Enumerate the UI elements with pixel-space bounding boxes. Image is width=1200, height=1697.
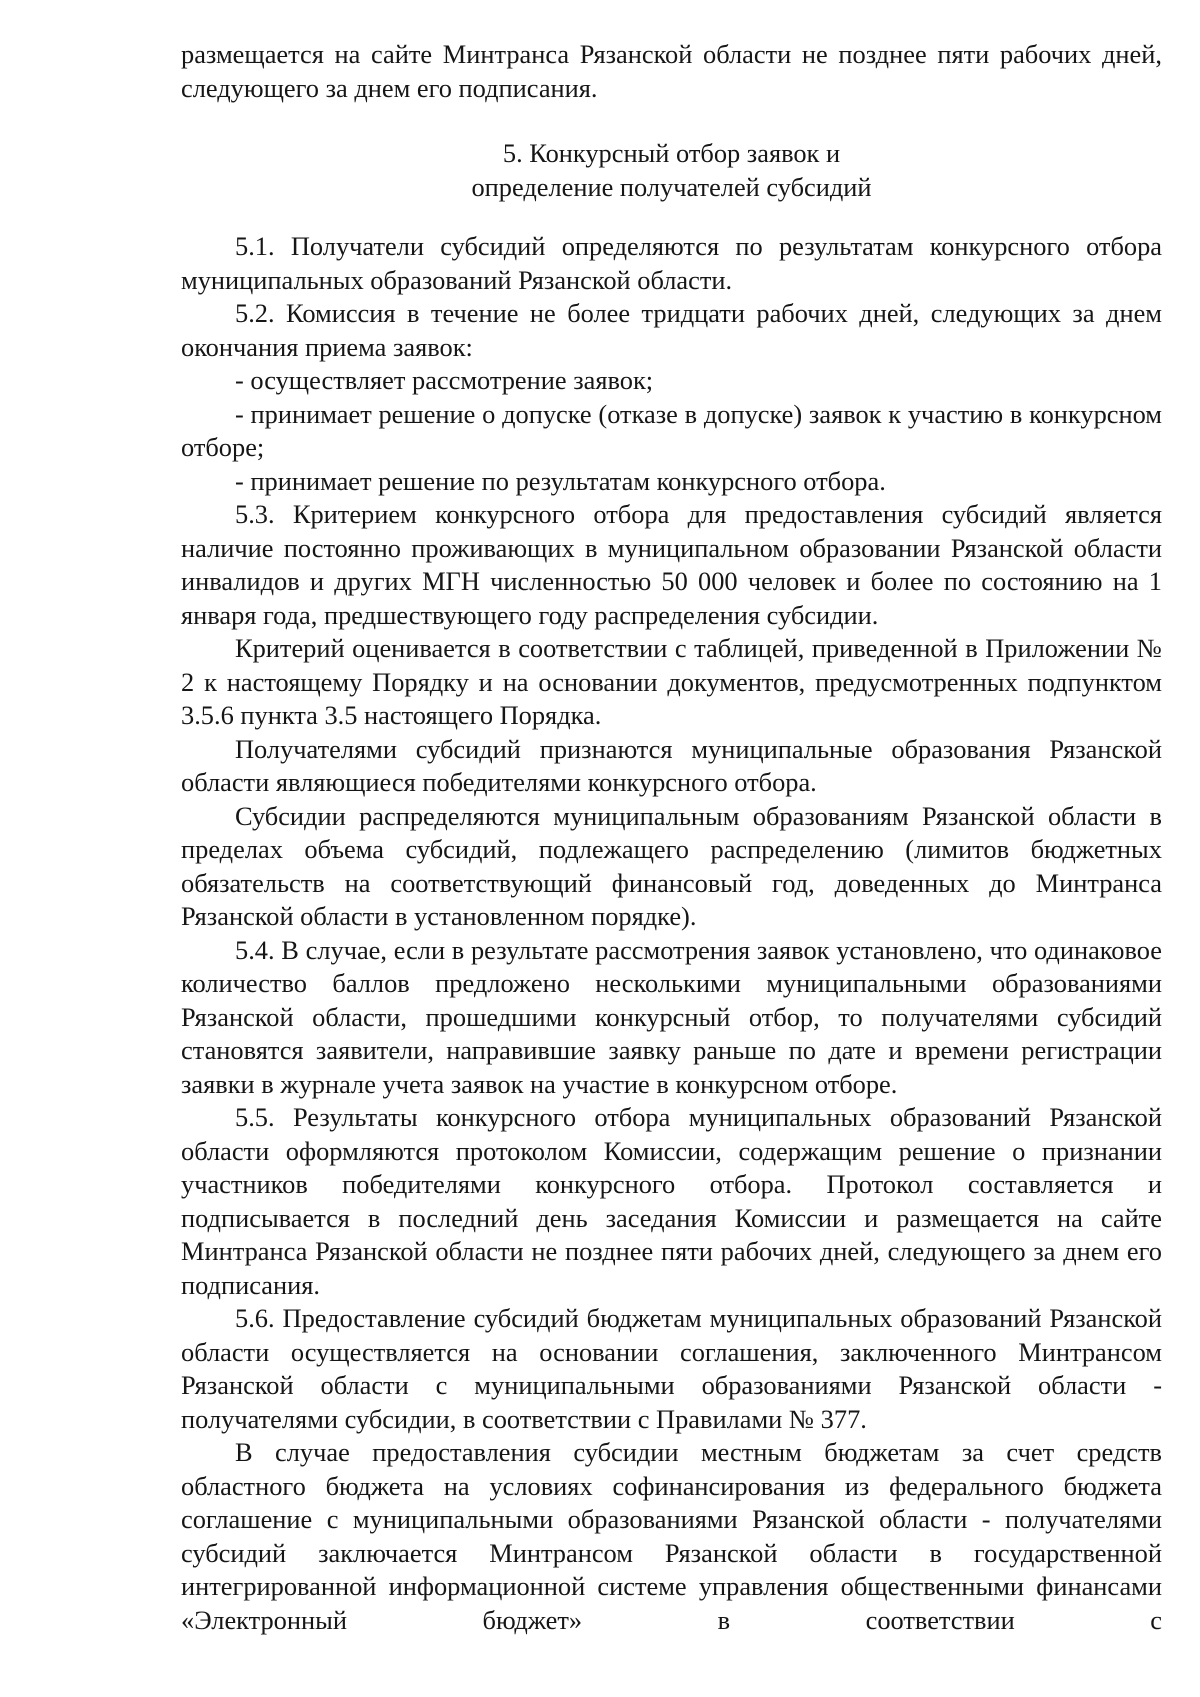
intro-paragraph: размещается на сайте Минтранса Рязанской области не позднее пяти рабочих дней, следующего за днем его подписания. [181,39,1162,103]
paragraph-recipients: Получателями субсидий признаются муниципальные образования Рязанской области являющиеся победителями конкурсного отбора. [181,733,1162,797]
paragraph-distribution: Субсидии распределяются муниципальным образованиям Рязанской области в пределах объема субсидий, подлежащего распределению (лимитов бюджетных обязательств на соответствующий финансовый год, доведенных до Минтранса Рязанской области в установленном порядке). [181,800,1162,931]
section-heading-line-2: определение получателей субсидий [471,171,872,202]
document-body [181,38,1162,1637]
list-item: - осуществляет рассмотрение заявок; [235,365,654,395]
list-item: - принимает решение о допуске (отказе в допуске) заявок к участию в конкурсном отборе; [181,398,1162,462]
paragraph-5-3: 5.3. Критерием конкурсного отбора для предоставления субсидий является наличие постоянно проживающих в муниципальном образовании Рязанской области инвалидов и других МГН численностью 50 000 человек и более по состоянию на 1 января года, предшествующего году распределения субсидии. [181,499,1162,630]
spacer [181,105,1162,137]
paragraph-5-5: 5.5. Результаты конкурсного отбора муниципальных образований Рязанской области оформляются протоколом Комиссии, содержащим решение о признании участников победителями конкурсного отбора. Протокол составляется и подписывается в последний день заседания Комиссии и размещается на сайте Минтранса Рязанской области не позднее пяти рабочих дней, следующего за днем его подписания. [181,1102,1162,1300]
paragraph-criterion: Критерий оценивается в соответствии с таблицей, приведенной в Приложении № 2 к настоящему Порядку и на основании документов, предусмотренных подпунктом 3.5.6 пункта 3.5 настоящего Порядка. [181,633,1162,730]
paragraph-5-4: 5.4. В случае, если в результате рассмотрения заявок установлено, что одинаковое количество баллов предложено несколькими муниципальными образованиями Рязанской области, прошедшими конкурсный отбор, то получателями субсидий становятся заявители, направившие заявку раньше по дате и времени регистрации заявки в журнале учета заявок на участие в конкурсном отборе. [181,934,1162,1099]
section-heading-line-1: 5. Конкурсный отбор заявок и [502,138,841,168]
spacer [181,204,1162,230]
paragraph-5-6: 5.6. Предоставление субсидий бюджетам муниципальных образований Рязанской области осуществляется на основании соглашения, заключенного Минтрансом Рязанской области с муниципальными образованиями Рязанской области - получателями субсидии, в соответствии с Правилами № 377. [181,1303,1162,1434]
list-item: - принимает решение по результатам конкурсного отбора. [235,465,886,496]
paragraph-5-2: 5.2. Комиссия в течение не более тридцати рабочих дней, следующих за днем окончания приема заявок: [181,298,1162,362]
paragraph-5-1: 5.1. Получатели субсидий определяются по результатам конкурсного отбора муниципальных образований Рязанской области. [181,231,1162,295]
paragraph-cofinancing: В случае предоставления субсидии местным бюджетам за счет средств областного бюджета на условиях софинансирования из федерального бюджета соглашение с муниципальными образованиями Рязанской области - получателями субсидий заключается Минтрансом Рязанской области в государственной интегрированной информационной системе управления общественными финансами «Электронный бюджет» в соответствии с [181,1437,1162,1635]
